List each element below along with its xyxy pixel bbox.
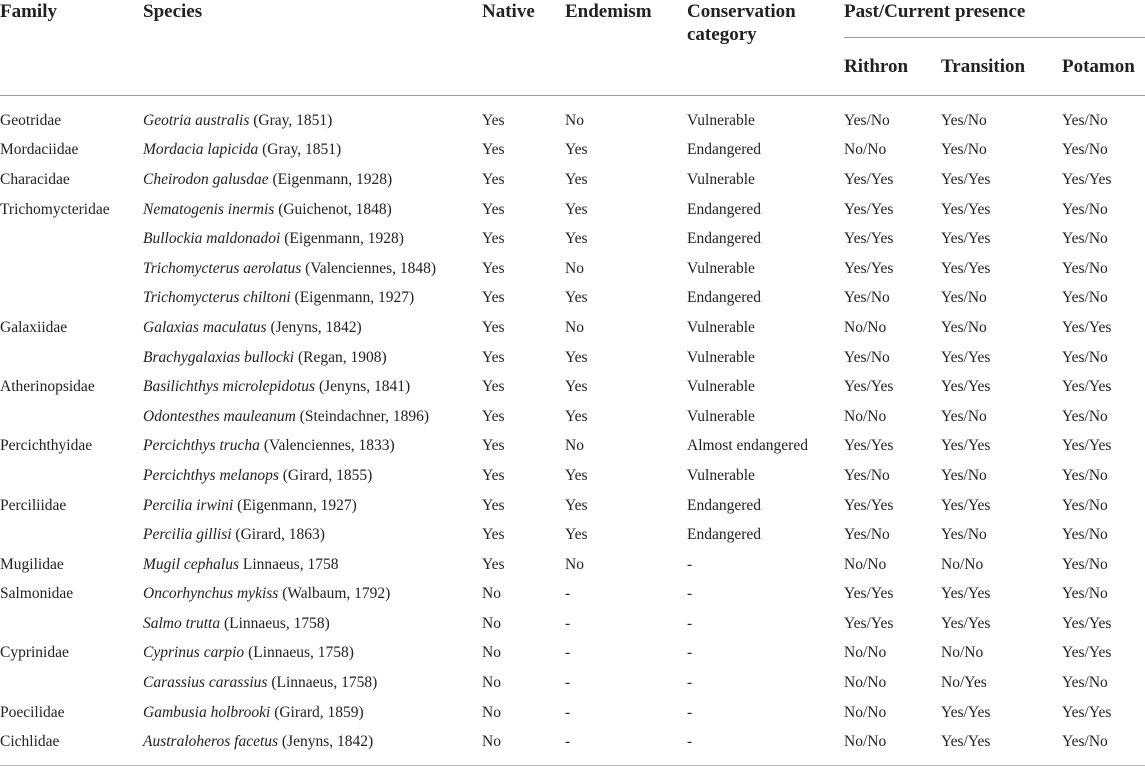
cell-rithron: No/No <box>844 674 887 692</box>
cell-native: Yes <box>482 348 505 366</box>
cell-potamon: Yes/No <box>1062 496 1108 514</box>
species-name: Odontesthes mauleanum <box>143 407 296 425</box>
cell-native: Yes <box>482 378 505 396</box>
cell-endemism: Yes <box>565 289 588 307</box>
cell-species <box>143 580 482 610</box>
cell-endemism: No <box>565 111 584 129</box>
cell-potamon: Yes/Yes <box>1062 318 1112 336</box>
cell-native: Yes <box>482 289 505 307</box>
cell-species <box>143 520 482 550</box>
cell-native: Yes <box>482 200 505 218</box>
cell-potamon: Yes/No <box>1062 733 1108 751</box>
species-authority: (Valenciennes, 1848) <box>301 259 437 277</box>
cell-native: No <box>482 614 501 632</box>
cell-family: Perciliidae <box>0 496 67 514</box>
cell-rithron: No/No <box>844 555 887 573</box>
cell-family: Geotridae <box>0 111 62 129</box>
species-authority: Linnaeus, 1758 <box>239 555 339 573</box>
table-bottom-rule <box>0 765 1145 766</box>
species-authority: (Eigenmann, 1928) <box>280 230 404 248</box>
cell-native: Yes <box>482 318 505 336</box>
cell-potamon: Yes/No <box>1062 289 1108 307</box>
cell-potamon: Yes/No <box>1062 407 1108 425</box>
cell-conservation: Vulnerable <box>687 407 755 425</box>
cell-species <box>143 491 482 521</box>
cell-native: No <box>482 703 501 721</box>
cell-family: Cyprinidae <box>0 644 69 662</box>
cell-potamon: Yes/Yes <box>1062 437 1112 455</box>
cell-potamon: Yes/No <box>1062 348 1108 366</box>
cell-native: No <box>482 733 501 751</box>
cell-conservation: Vulnerable <box>687 111 755 129</box>
table-row <box>0 136 1145 166</box>
cell-endemism: Yes <box>565 348 588 366</box>
species-authority: (Regan, 1908) <box>294 348 387 366</box>
cell-family: Galaxiidae <box>0 318 68 336</box>
cell-conservation: Almost endangered <box>687 437 808 455</box>
cell-conservation: Endangered <box>687 200 762 218</box>
table-row <box>0 461 1145 491</box>
cell-transition: Yes/Yes <box>941 230 991 248</box>
species-authority: (Eigenmann, 1928) <box>268 170 393 188</box>
cell-potamon: Yes/No <box>1062 585 1108 603</box>
cell-family <box>0 668 143 698</box>
species-authority: (Girard, 1859) <box>270 703 364 721</box>
cell-transition: No/Yes <box>941 674 987 692</box>
cell-endemism: Yes <box>565 200 588 218</box>
species-name: Australoheros facetus <box>143 733 279 751</box>
cell-native: No <box>482 585 501 603</box>
species-authority: (Valenciennes, 1833) <box>259 437 395 455</box>
cell-species <box>143 402 482 432</box>
cell-species <box>143 668 482 698</box>
species-authority: (Jenyns, 1841) <box>315 378 411 396</box>
cell-native: Yes <box>482 466 505 484</box>
cell-conservation: Vulnerable <box>687 348 755 366</box>
species-name: Cheirodon galusdae <box>143 170 269 188</box>
table-row <box>0 165 1145 195</box>
cell-potamon: Yes/Yes <box>1062 378 1112 396</box>
table-row <box>0 432 1145 462</box>
cell-potamon: Yes/Yes <box>1062 170 1112 188</box>
cell-species <box>143 224 482 254</box>
table-row <box>0 609 1145 639</box>
cell-rithron: Yes/No <box>844 466 890 484</box>
table-row <box>0 520 1145 550</box>
cell-conservation: Vulnerable <box>687 466 755 484</box>
species-authority: (Linnaeus, 1758) <box>220 614 330 632</box>
cell-potamon: Yes/Yes <box>1062 614 1112 632</box>
cell-conservation: Vulnerable <box>687 170 755 188</box>
cell-conservation: Endangered <box>687 289 762 307</box>
cell-transition: Yes/Yes <box>941 378 991 396</box>
species-name: Mugil cephalus <box>143 555 239 573</box>
cell-conservation: Endangered <box>687 230 762 248</box>
cell-potamon: Yes/No <box>1062 526 1108 544</box>
table-row <box>0 639 1145 669</box>
species-authority: (Walbaum, 1792) <box>278 585 391 603</box>
species-authority: (Girard, 1863) <box>231 526 325 544</box>
cell-potamon: Yes/No <box>1062 674 1108 692</box>
cell-endemism: No <box>565 318 584 336</box>
cell-species <box>143 136 482 166</box>
cell-family: Trichomycteridae <box>0 200 110 218</box>
cell-species <box>143 639 482 669</box>
cell-transition: Yes/Yes <box>941 733 991 751</box>
cell-conservation: - <box>687 555 693 573</box>
cell-species <box>143 461 482 491</box>
cell-species <box>143 343 482 373</box>
cell-family <box>0 224 143 254</box>
cell-transition: Yes/No <box>941 289 987 307</box>
cell-family: Percichthyidae <box>0 437 93 455</box>
cell-species <box>143 165 482 195</box>
table-row <box>0 96 1145 136</box>
cell-family <box>0 254 143 284</box>
header-native: Native <box>482 0 565 96</box>
cell-native: Yes <box>482 407 505 425</box>
species-name: Brachygalaxias bullocki <box>143 348 295 366</box>
species-authority: (Jenyns, 1842) <box>278 733 374 751</box>
cell-rithron: Yes/No <box>844 289 890 307</box>
cell-endemism: - <box>565 614 571 632</box>
cell-endemism: No <box>565 437 584 455</box>
table-row <box>0 550 1145 580</box>
cell-endemism: Yes <box>565 170 588 188</box>
cell-conservation: Endangered <box>687 141 762 159</box>
species-authority: (Eigenmann, 1927) <box>233 496 357 514</box>
cell-rithron: No/No <box>844 318 887 336</box>
cell-conservation: Vulnerable <box>687 259 755 277</box>
table-header <box>0 0 1145 96</box>
cell-conservation: Vulnerable <box>687 378 755 396</box>
species-name: Bullockia maldonadoi <box>143 230 281 248</box>
species-name: Percilia gillisi <box>143 526 232 544</box>
species-name: Salmo trutta <box>143 614 221 632</box>
table-row <box>0 668 1145 698</box>
cell-transition: Yes/No <box>941 111 987 129</box>
species-authority: (Gray, 1851) <box>249 111 333 129</box>
table-row <box>0 284 1145 314</box>
cell-rithron: No/No <box>844 141 887 159</box>
cell-transition: Yes/Yes <box>941 614 991 632</box>
cell-endemism: Yes <box>565 230 588 248</box>
cell-conservation: - <box>687 614 693 632</box>
species-authority: (Girard, 1855) <box>278 466 373 484</box>
table-row <box>0 313 1145 343</box>
cell-family <box>0 520 143 550</box>
table-row <box>0 372 1145 402</box>
table-row <box>0 343 1145 373</box>
cell-rithron: Yes/Yes <box>844 378 894 396</box>
cell-species <box>143 313 482 343</box>
cell-conservation: - <box>687 703 693 721</box>
cell-rithron: Yes/Yes <box>844 585 894 603</box>
cell-species <box>143 550 482 580</box>
cell-family: Cichlidae <box>0 733 60 751</box>
species-authority: (Linnaeus, 1758) <box>244 644 354 662</box>
cell-endemism: Yes <box>565 466 588 484</box>
cell-conservation: - <box>687 644 693 662</box>
cell-transition: Yes/Yes <box>941 348 991 366</box>
cell-transition: No/No <box>941 555 984 573</box>
cell-endemism: - <box>565 585 571 603</box>
cell-rithron: No/No <box>844 733 887 751</box>
cell-endemism: Yes <box>565 141 588 159</box>
cell-species <box>143 254 482 284</box>
header-family: Family <box>0 0 143 96</box>
cell-rithron: Yes/Yes <box>844 259 894 277</box>
cell-species <box>143 698 482 728</box>
cell-potamon: Yes/No <box>1062 200 1108 218</box>
species-authority: (Jenyns, 1842) <box>266 318 362 336</box>
cell-family <box>0 343 143 373</box>
cell-endemism: No <box>565 555 584 573</box>
cell-conservation: Vulnerable <box>687 318 755 336</box>
cell-family: Poecilidae <box>0 703 65 721</box>
cell-endemism: Yes <box>565 496 588 514</box>
species-authority: (Linnaeus, 1758) <box>267 674 378 692</box>
cell-rithron: Yes/No <box>844 348 890 366</box>
cell-transition: Yes/Yes <box>941 259 991 277</box>
cell-native: Yes <box>482 555 505 573</box>
cell-endemism: Yes <box>565 526 588 544</box>
species-name: Percilia irwini <box>143 496 234 514</box>
cell-native: Yes <box>482 170 505 188</box>
cell-species <box>143 432 482 462</box>
cell-rithron: No/No <box>844 644 887 662</box>
species-name: Trichomycterus aerolatus <box>143 259 302 277</box>
table-row <box>0 727 1145 757</box>
cell-family: Characidae <box>0 170 70 188</box>
cell-native: No <box>482 674 501 692</box>
cell-endemism: - <box>565 644 571 662</box>
cell-transition: Yes/Yes <box>941 170 991 188</box>
cell-endemism: Yes <box>565 378 588 396</box>
cell-transition: Yes/No <box>941 407 987 425</box>
species-name: Galaxias maculatus <box>143 318 267 336</box>
cell-transition: Yes/Yes <box>941 496 991 514</box>
table-row <box>0 224 1145 254</box>
cell-native: Yes <box>482 141 505 159</box>
species-name: Gambusia holbrooki <box>143 703 271 721</box>
species-name: Cyprinus carpio <box>143 644 245 662</box>
cell-transition: Yes/Yes <box>941 200 991 218</box>
cell-species <box>143 609 482 639</box>
cell-potamon: Yes/Yes <box>1062 703 1112 721</box>
cell-endemism: - <box>565 674 571 692</box>
table-row <box>0 698 1145 728</box>
species-authority: (Eigenmann, 1927) <box>290 289 415 307</box>
cell-family <box>0 284 143 314</box>
cell-rithron: No/No <box>844 703 887 721</box>
table-row <box>0 491 1145 521</box>
cell-native: No <box>482 644 501 662</box>
cell-transition: Yes/Yes <box>941 703 991 721</box>
species-authority: (Guichenot, 1848) <box>274 200 392 218</box>
table-row <box>0 402 1145 432</box>
cell-rithron: Yes/No <box>844 111 890 129</box>
species-name: Nematogenis inermis <box>143 200 275 218</box>
table-body <box>0 96 1145 758</box>
cell-family <box>0 461 143 491</box>
species-authority: (Gray, 1851) <box>258 141 342 159</box>
cell-family <box>0 609 143 639</box>
species-name: Oncorhynchus mykiss <box>143 585 279 603</box>
cell-conservation: Endangered <box>687 496 762 514</box>
species-name: Basilichthys microlepidotus <box>143 378 316 396</box>
cell-family: Mugilidae <box>0 555 64 573</box>
cell-conservation: Endangered <box>687 526 762 544</box>
cell-conservation: - <box>687 674 693 692</box>
cell-family: Atherinopsidae <box>0 378 95 396</box>
cell-native: Yes <box>482 259 505 277</box>
cell-species <box>143 96 482 136</box>
cell-conservation: - <box>687 733 693 751</box>
cell-transition: No/No <box>941 644 984 662</box>
cell-endemism: - <box>565 733 571 751</box>
cell-rithron: Yes/Yes <box>844 614 894 632</box>
cell-conservation: - <box>687 585 693 603</box>
cell-potamon: Yes/No <box>1062 259 1108 277</box>
table-row <box>0 195 1145 225</box>
cell-endemism: Yes <box>565 407 588 425</box>
table-row <box>0 254 1145 284</box>
cell-rithron: Yes/No <box>844 526 890 544</box>
header-endemism: Endemism <box>565 0 687 96</box>
cell-rithron: Yes/Yes <box>844 496 894 514</box>
cell-endemism: - <box>565 703 571 721</box>
cell-rithron: No/No <box>844 407 887 425</box>
species-name: Carassius carassius <box>143 674 268 692</box>
species-name: Trichomycterus chiltoni <box>143 289 291 307</box>
header-rithron: Rithron <box>844 38 941 96</box>
species-authority: (Steindachner, 1896) <box>295 407 430 425</box>
species-name: Geotria australis <box>143 111 250 129</box>
cell-rithron: Yes/Yes <box>844 200 894 218</box>
cell-species <box>143 727 482 757</box>
cell-potamon: Yes/No <box>1062 466 1108 484</box>
cell-potamon: Yes/No <box>1062 111 1108 129</box>
table-row <box>0 580 1145 610</box>
header-presence-group: Past/Current presence <box>844 0 1145 38</box>
cell-species <box>143 284 482 314</box>
cell-transition: Yes/Yes <box>941 585 991 603</box>
header-species: Species <box>143 0 482 96</box>
cell-rithron: Yes/Yes <box>844 230 894 248</box>
cell-native: Yes <box>482 437 505 455</box>
species-name: Mordacia lapicida <box>143 141 259 159</box>
cell-transition: Yes/No <box>941 526 987 544</box>
cell-native: Yes <box>482 111 505 129</box>
cell-family <box>0 402 143 432</box>
species-name: Percichthys melanops <box>143 466 279 484</box>
header-conservation: Conservation category <box>687 0 844 96</box>
cell-native: Yes <box>482 230 505 248</box>
cell-potamon: Yes/No <box>1062 230 1108 248</box>
cell-species <box>143 195 482 225</box>
cell-species <box>143 372 482 402</box>
species-name: Percichthys trucha <box>143 437 260 455</box>
cell-transition: Yes/No <box>941 466 987 484</box>
cell-transition: Yes/Yes <box>941 437 991 455</box>
cell-transition: Yes/No <box>941 141 987 159</box>
cell-native: Yes <box>482 496 505 514</box>
cell-transition: Yes/No <box>941 318 987 336</box>
header-transition: Transition <box>941 38 1062 96</box>
cell-family: Salmonidae <box>0 585 74 603</box>
cell-rithron: Yes/Yes <box>844 170 894 188</box>
cell-potamon: Yes/No <box>1062 555 1108 573</box>
header-potamon: Potamon <box>1062 38 1145 96</box>
cell-family: Mordaciidae <box>0 141 79 159</box>
cell-potamon: Yes/No <box>1062 141 1108 159</box>
cell-native: Yes <box>482 526 505 544</box>
cell-endemism: No <box>565 259 584 277</box>
cell-potamon: Yes/Yes <box>1062 644 1112 662</box>
cell-rithron: Yes/Yes <box>844 437 894 455</box>
